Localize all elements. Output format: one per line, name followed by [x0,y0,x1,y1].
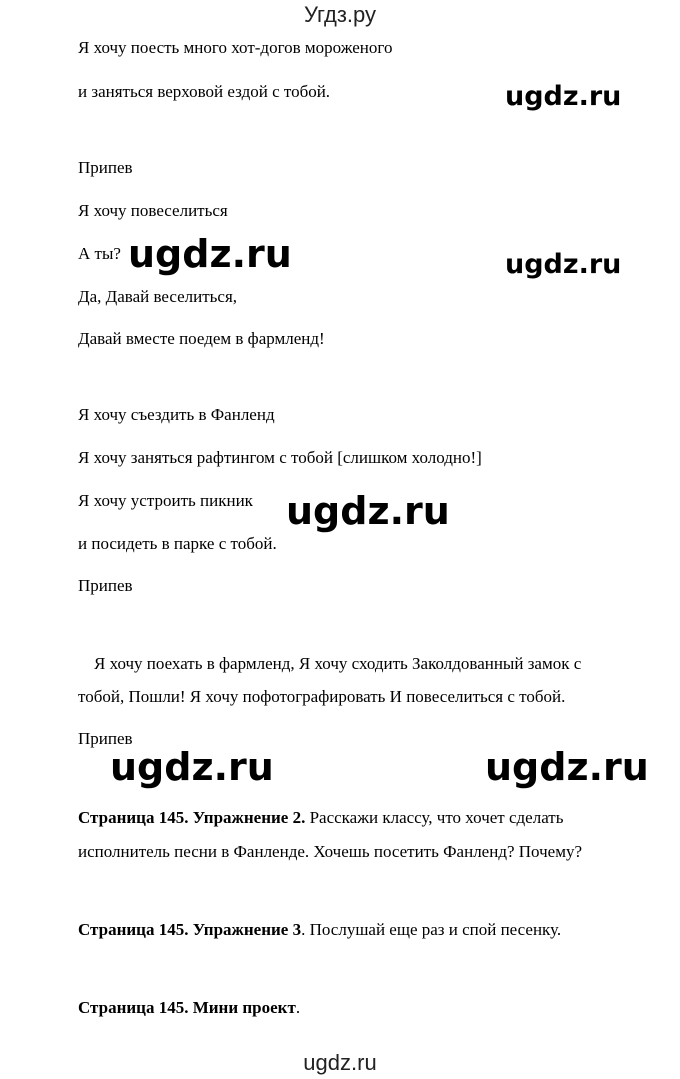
exercise-2-label: Страница 145. Упражнение 2. [78,808,306,827]
mini-project-text: . [295,998,301,1017]
mini-project-line [78,998,300,1018]
exercise-2-line-a [78,808,563,828]
exercise-2-text-a: Расскажи классу, что хочет сделать [305,808,564,827]
exercise-3-text: . Послушай еще раз и спой песенку. [301,920,562,939]
chorus-label-2: Припев [78,576,133,595]
watermark: ugdz.ru [505,81,622,112]
watermark: ugdz.ru [485,745,649,789]
watermark: ugdz.ru [128,232,292,276]
lyric-line-11: и посидеть в парке с тобой. [78,534,277,553]
exercise-2-text-b: исполнитель песни в Фанленде. Хочешь посетить Фанленд? Почему? [78,842,582,861]
lyric-paragraph-line-b: тобой, Пошли! Я хочу пофотографировать И повеселиться с тобой. [78,687,566,706]
page-footer-watermark: ugdz.ru [303,1050,377,1075]
lyric-line-6: Да, Давай веселиться, [78,287,238,306]
exercise-3-label: Страница 145. Упражнение 3 [78,920,302,939]
watermark: ugdz.ru [286,489,450,533]
lyric-line-1: Я хочу поесть много хот-догов мороженого [78,38,393,57]
lyric-line-2: и заняться верховой ездой с тобой. [78,82,331,101]
page-header-title: Угдз.ру [303,2,377,27]
chorus-label-3: Припев [78,729,133,748]
lyric-line-7: Давай вместе поедем в фармленд! [78,329,325,348]
lyric-line-4: Я хочу повеселиться [78,201,228,220]
lyric-line-9: Я хочу заняться рафтингом с тобой [слишком холодно!] [78,448,482,467]
lyric-line-5: А ты? [78,244,121,263]
lyric-line-8: Я хочу съездить в Фанленд [78,405,275,424]
watermark: ugdz.ru [505,249,622,280]
mini-project-label: Страница 145. Мини проект [78,998,296,1017]
lyric-line-10: Я хочу устроить пикник [78,491,253,510]
watermark: ugdz.ru [110,745,274,789]
lyric-paragraph-line-a: Я хочу поехать в фармленд, Я хочу сходить Заколдованный замок с [94,654,582,673]
exercise-3-line [78,920,561,940]
chorus-label-1: Припев [78,158,133,177]
